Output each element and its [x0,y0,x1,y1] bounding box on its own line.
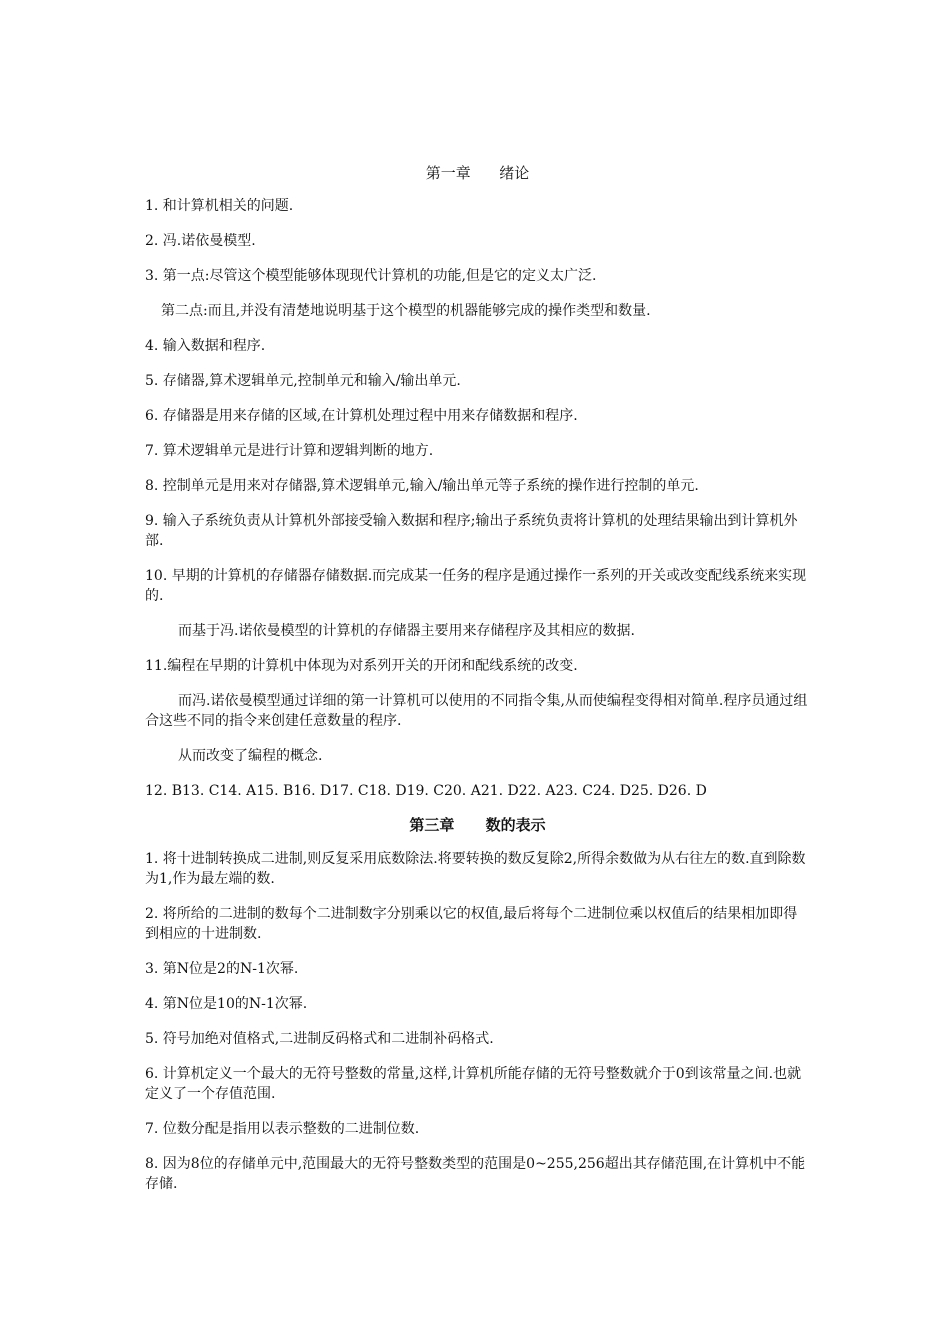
list-item: 9. 输入子系统负责从计算机外部接受输入数据和程序;输出子系统负责将计算机的处理结果输出到计算机外部. [145,513,798,549]
list-item: 8. 控制单元是用来对存储器,算术逻辑单元,输入/输出单元等子系统的操作进行控制的单元. [145,478,699,494]
list-item: 第二点:而且,并没有清楚地说明基于这个模型的机器能够完成的操作类型和数量. [161,303,651,319]
list-item: 1. 将十进制转换成二进制,则反复采用底数除法.将要转换的数反复除2,所得余数做为从右往左的数.直到除数为1,作为最左端的数. [145,851,806,887]
chapter-3-title: 第三章 数的表示 [409,816,546,834]
list-item: 11.编程在早期的计算机中体现为对系列开关的开闭和配线系统的改变. [145,658,578,674]
list-item: 6. 存储器是用来存储的区域,在计算机处理过程中用来存储数据和程序. [145,408,578,424]
list-item: 6. 计算机定义一个最大的无符号整数的常量,这样,计算机所能存储的无符号整数就介于0到该常量之间.也就定义了一个存值范围. [145,1066,802,1102]
list-item: 4. 第N位是10的N-1次幂. [145,996,308,1012]
list-item: 从而改变了编程的概念. [178,748,323,764]
list-item: 3. 第N位是2的N-1次幂. [145,961,299,977]
answer-key: 12. B13. C14. A15. B16. D17. C18. D19. C20. A21. D22. A23. C24. D25. D26. D [145,783,707,799]
list-item: 5. 存储器,算术逻辑单元,控制单元和输入/输出单元. [145,373,461,389]
document-content [145,163,810,1209]
list-item: 10. 早期的计算机的存储器存储数据.而完成某一任务的程序是通过操作一系列的开关或改变配线系统来实现的. [145,568,807,604]
list-item: 而冯.诺依曼模型通过详细的第一计算机可以使用的不同指令集,从而使编程变得相对简单.程序员通过组合这些不同的指令来创建任意数量的程序. [145,693,808,729]
list-item: 3. 第一点:尽管这个模型能够体现现代计算机的功能,但是它的定义太广泛. [145,268,597,284]
list-item: 2. 将所给的二进制的数每个二进制数字分别乘以它的权值,最后将每个二进制位乘以权值后的结果相加即得到相应的十进制数. [145,906,798,942]
list-item: 8. 因为8位的存储单元中,范围最大的无符号整数类型的范围是0~255,256超出其存储范围,在计算机中不能存储. [145,1156,806,1192]
chapter-1-title: 第一章 绪论 [425,164,530,182]
list-item: 1. 和计算机相关的问题. [145,198,294,214]
list-item: 而基于冯.诺依曼模型的计算机的存储器主要用来存储程序及其相应的数据. [178,623,635,639]
list-item: 2. 冯.诺依曼模型. [145,233,256,249]
list-item: 4. 输入数据和程序. [145,338,266,354]
list-item: 7. 算术逻辑单元是进行计算和逻辑判断的地方. [145,443,434,459]
list-item: 7. 位数分配是指用以表示整数的二进制位数. [145,1121,420,1137]
list-item: 5. 符号加绝对值格式,二进制反码格式和二进制补码格式. [145,1031,494,1047]
